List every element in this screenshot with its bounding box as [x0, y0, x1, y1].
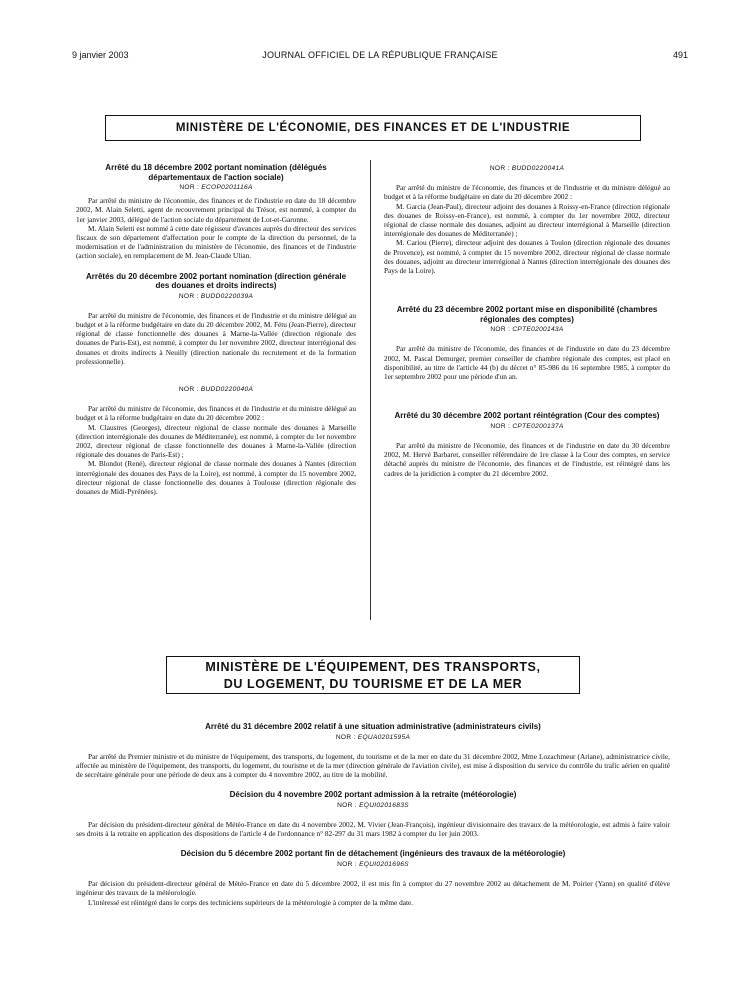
nor-code: EQUI0201683S — [359, 801, 409, 809]
column-divider — [370, 160, 371, 620]
decree-paragraph: Par décision du président-directeur général de Météo-France en date du 5 décembre 2002, il est mis fin à compter du 27 novembre 2002 au détachement de M. Poirier (Yann) en qualité d'élève ingénieur des travaux de la météorologie. — [76, 879, 670, 898]
nor-code: CPTE0200143A — [512, 326, 564, 334]
decree-title: Arrêté du 18 décembre 2002 portant nomination (délégués départementaux de l'action sociale) — [105, 163, 327, 182]
nor-label: NOR : — [337, 801, 357, 809]
decree-title: Arrêté du 23 décembre 2002 portant mise en disponibilité (chambres régionales des comptes) — [396, 305, 658, 324]
decree-block — [384, 305, 670, 381]
nor-label: NOR : — [490, 422, 511, 430]
decree-title: Arrêtés du 20 décembre 2002 portant nomination (direction générale des douanes et droits indirects) — [85, 271, 347, 291]
nor-reference — [76, 183, 356, 192]
nor-reference — [76, 292, 356, 301]
ministry-heading-equipement — [166, 656, 580, 694]
ministry-heading-line: DU LOGEMENT, DU TOURISME ET DE LA MER — [223, 677, 523, 691]
nor-code: BUDD0220040A — [200, 386, 254, 394]
decree-title: Décision du 4 novembre 2002 portant admission à la retraite (météorologie) — [229, 790, 517, 800]
decree-paragraph: M. Cariou (Pierre), directeur adjoint des douanes à Toulon (direction régionale des douanes de Provence), est nommé, à compter du 15 novembre 2002, directeur régional de classe normale des douanes, adjoint au directeur interrégional à Nantes (direction interrégionale des douanes des Pays de la Loire). — [384, 238, 670, 276]
header-journal-title: JOURNAL OFFICIEL DE LA RÉPUBLIQUE FRANÇAISE — [262, 50, 498, 60]
nor-label: NOR : — [335, 733, 356, 741]
left-column — [76, 163, 356, 496]
decree-paragraph: Par arrêté du ministre de l'économie, des finances et de l'industrie en date du 18 décembre 2002, M. Alain Seletti, agent de recouvrement principal du Trésor, est nommé, à compter du 1er janvier 2003, délégué de l'action sociale du département de Lot-et-Garonne. — [76, 196, 356, 224]
nor-reference — [76, 733, 670, 742]
ministry-heading-economie: MINISTÈRE DE L'ÉCONOMIE, DES FINANCES ET DE L'INDUSTRIE — [105, 115, 641, 141]
decree-block — [76, 272, 356, 366]
decree-paragraph: Par arrêté du ministre de l'économie, des finances et de l'industrie et du ministre délégué au budget et à la réforme budgétaire en date du 20 décembre 2002, M. Fétu (Jean-Pierre), directeur régional de classe fonctionnelle des douanes à Marne-la-Vallée (direction régionale des douanes de Paris-Est), est nommé, à compter du 1er novembre 2002, directeur interrégional des douanes et droits indirects à Neuilly (direction nationale du recrutement et de la formation professionnelle). — [76, 310, 357, 366]
nor-reference — [384, 422, 670, 431]
nor-reference — [76, 385, 356, 394]
decree-paragraph: Par arrêté du ministre de l'économie, des finances et de l'industrie en date du 23 décembre 2002, M. Pascal Demurger, premier conseiller de chambre régionale des comptes, est placé en disponibilité, au titre de l'article 44 (b) du décret n° 85-986 du 16 septembre 1985, à compter du 1er septembre 2002 pour une période d'un an. — [384, 344, 670, 382]
header-page-number: 491 — [672, 50, 688, 60]
nor-reference — [384, 325, 670, 334]
decree-block — [384, 411, 670, 478]
decree-paragraph: Par décision du président-directeur général de Météo-France en date du 4 novembre 2002, M. Vivier (Jean-François), ingénieur divisionnaire des travaux de la météorologie, est admis à faire valoir ses droits à la retraite en application des dispositions de l'article 4 de l'ordonnance n° 82-297 du 31 mars 1982 à compter du 1er juin 2003. — [76, 820, 670, 839]
nor-label: NOR : — [489, 165, 510, 172]
decree-paragraph: M. Claustres (Georges), directeur régional de classe normale des douanes à Marseille (direction interrégionale des douanes de Méditerranée), est nommé, à compter du 1er novembre 2002, directeur régional de classe fonctionnelle des douanes à Marne-la-Vallée (direction régionale des douanes de Paris-Est) ; — [76, 422, 356, 460]
bottom-section — [76, 722, 670, 907]
decree-title: Arrêté du 30 décembre 2002 portant réintégration (Cour des comptes) — [394, 411, 660, 421]
page-header — [72, 50, 688, 64]
decree-block — [76, 163, 356, 261]
nor-code: BUDD0220041A — [511, 165, 565, 172]
nor-code: CPTE0200137A — [512, 422, 564, 430]
decree-paragraph: M. Blondot (René), directeur régional de classe normale des douanes à Nantes (direction interrégionale des douanes des Pays de la Loire), est nommé, à compter du 15 novembre 2002, directeur régional de classe fonctionnelle des douanes à Toulouse (direction régionale des douanes de Midi-Pyrénées). — [76, 459, 356, 497]
nor-label: NOR : — [178, 386, 199, 394]
decree-paragraph: Par arrêté du ministre de l'économie, des finances et de l'industrie et du ministre délégué au budget et à la réforme budgétaire en date du 20 décembre 2002 : — [384, 183, 670, 202]
nor-code: EQUA0201595A — [357, 733, 411, 741]
nor-reference — [76, 860, 670, 869]
nor-label: NOR : — [179, 184, 200, 191]
decree-title: Décision du 5 décembre 2002 portant fin de détachement (ingénieurs des travaux de la météorologie) — [180, 849, 566, 859]
decree-block — [384, 164, 670, 275]
decree-block — [76, 385, 356, 496]
nor-code: ECOP0201116A — [201, 184, 253, 191]
nor-label: NOR : — [490, 326, 511, 334]
decree-paragraph: L'intéressé est réintégré dans le corps des techniciens supérieurs de la météorologie à compter de la même date. — [88, 897, 414, 907]
nor-code: BUDD0220039A — [200, 292, 254, 300]
decree-paragraph: M. Garcia (Jean-Paul), directeur adjoint des douanes à Roissy-en-France (direction régionale des douanes de Roissy-en-France), est nommé, à compter du 1er novembre 2002, directeur régional de classe normale des douanes, adjoint au directeur interrégional à Marseille (direction interrégionale des douanes de Méditerranée) ; — [384, 201, 670, 239]
decree-paragraph: Par arrêté du ministre de l'économie, des finances et de l'industrie en date du 30 décembre 2002, M. Hervé Barbaret, conseiller référendaire de 1re classe à la Cour des comptes, en service détaché auprès du ministre de l'économie, des finances et de l'industrie, est réintégré dans les cadres de la juridiction à compter du 21 décembre 2002. — [384, 440, 670, 478]
right-column — [384, 163, 670, 478]
nor-label: NOR : — [178, 292, 199, 300]
nor-code: EQUI0201696S — [359, 860, 409, 868]
decree-paragraph: M. Alain Seletti est nommé à cette date régisseur d'avances auprès du directeur des services fiscaux de son département d'affectation pour le compte de la direction du personnel, de la modernisation et de l'administration du ministère de l'économie, des finances et de l'industrie (action sociale), en remplacement de M. Jean-Claude Ulian. — [76, 223, 356, 261]
decree-title: Arrêté du 31 décembre 2002 relatif à une situation administrative (administrateurs civils) — [205, 722, 541, 731]
decree-block — [76, 790, 670, 838]
decree-paragraph: Par arrêté du ministre de l'économie, des finances et de l'industrie et du ministre délégué au budget et à la réforme budgétaire en date du 20 décembre 2002 : — [76, 404, 356, 423]
nor-label: NOR : — [337, 860, 357, 868]
ministry-heading-line: MINISTÈRE DE L'ÉQUIPEMENT, DES TRANSPORTS, — [205, 660, 541, 674]
nor-reference — [76, 801, 670, 810]
decree-block — [76, 849, 670, 906]
decree-block — [76, 722, 670, 779]
nor-reference — [384, 164, 670, 173]
decree-paragraph: Par arrêté du Premier ministre et du ministre de l'équipement, des transports, du logement, du tourisme et de la mer en date du 31 décembre 2002, Mme Lozachmeur (Ariane), administratrice civile, affectée au ministère de l'équipement, des transports, du logement, du tourisme et de la mer (direction générale de l'aviation civile), est mise à disposition du service du contrôle du trafic aérien en qualité de secrétaire générale pour une période de deux ans à compter du 4 novembre 2002, au titre de la mobilité. — [76, 751, 670, 780]
header-date: 9 janvier 2003 — [72, 50, 129, 60]
